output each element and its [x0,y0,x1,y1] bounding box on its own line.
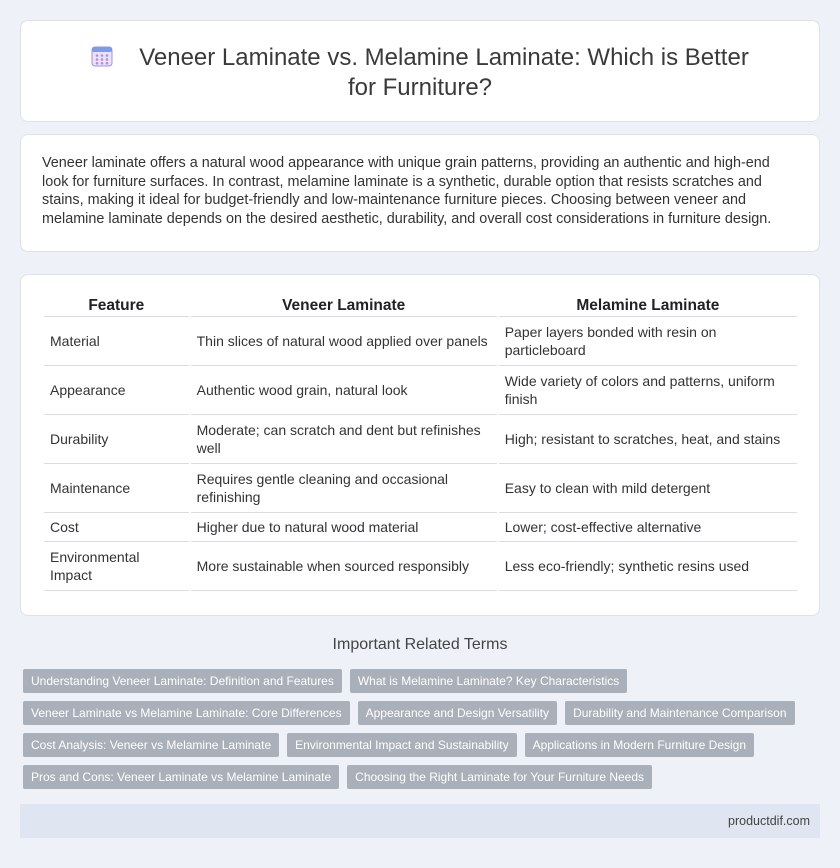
footer [20,804,820,838]
term-tag[interactable]: Applications in Modern Furniture Design [525,733,754,757]
feature-cell: Environmental Impact [44,542,189,591]
term-row [23,669,823,701]
table-row [44,415,797,464]
intro-paragraph: Veneer laminate offers a natural wood appearance with unique grain patterns, providing an authentic and high-end look for furniture surfaces. In contrast, melamine laminate is a synthetic, durable option that resists scratches and stains, making it ideal for budget-friendly and low-maintenance furniture pieces. Choosing between veneer and melamine laminate depends on the desired aesthetic, durability, and overall cost considerations in furniture design. [42,155,772,227]
feature-cell: Material [44,317,189,366]
title-card [20,20,820,122]
term-tag[interactable]: Environmental Impact and Sustainability [287,733,516,757]
term-tag[interactable]: Appearance and Design Versatility [358,701,557,725]
melamine-cell: Less eco-friendly; synthetic resins used [499,542,797,591]
veneer-cell: Higher due to natural wood material [191,513,497,542]
term-tag[interactable]: Veneer Laminate vs Melamine Laminate: Core Differences [23,701,350,725]
related-terms-title: Important Related Terms [332,636,508,653]
related-terms-list [23,669,823,797]
header-feature: Feature [44,297,189,317]
veneer-cell: More sustainable when sourced responsibly [191,542,497,591]
veneer-cell: Authentic wood grain, natural look [191,366,497,415]
table-row [44,542,797,591]
term-tag[interactable]: Durability and Maintenance Comparison [565,701,794,725]
table-header-row [44,297,797,317]
header-melamine: Melamine Laminate [499,297,797,317]
term-tag[interactable]: What is Melamine Laminate? Key Characteristics [350,669,627,693]
veneer-cell: Thin slices of natural wood applied over panels [191,317,497,366]
veneer-cell: Requires gentle cleaning and occasional refinishing [191,464,497,513]
term-tag[interactable]: Understanding Veneer Laminate: Definition and Features [23,669,342,693]
comparison-table [42,297,799,591]
feature-cell: Maintenance [44,464,189,513]
feature-cell: Cost [44,513,189,542]
term-row [23,765,823,797]
term-row [23,701,823,733]
intro-card [20,134,820,252]
melamine-cell: Lower; cost-effective alternative [499,513,797,542]
veneer-cell: Moderate; can scratch and dent but refinishes well [191,415,497,464]
term-tag[interactable]: Pros and Cons: Veneer Laminate vs Melamine Laminate [23,765,339,789]
feature-cell: Durability [44,415,189,464]
comparison-card [20,274,820,616]
page-title: Veneer Laminate vs. Melamine Laminate: Which is Better for Furniture? [139,44,749,101]
melamine-cell: High; resistant to scratches, heat, and stains [499,415,797,464]
table-row [44,464,797,513]
calendar-icon [91,45,113,67]
footer-site[interactable]: productdif.com [728,814,810,828]
melamine-cell: Easy to clean with mild detergent [499,464,797,513]
table-row [44,317,797,366]
melamine-cell: Wide variety of colors and patterns, uniform finish [499,366,797,415]
term-tag[interactable]: Cost Analysis: Veneer vs Melamine Laminate [23,733,279,757]
feature-cell: Appearance [44,366,189,415]
header-veneer: Veneer Laminate [191,297,497,317]
term-row [23,733,823,765]
term-tag[interactable]: Choosing the Right Laminate for Your Furniture Needs [347,765,652,789]
page-title-container [21,43,819,103]
table-row [44,366,797,415]
melamine-cell: Paper layers bonded with resin on particleboard [499,317,797,366]
table-row [44,513,797,542]
